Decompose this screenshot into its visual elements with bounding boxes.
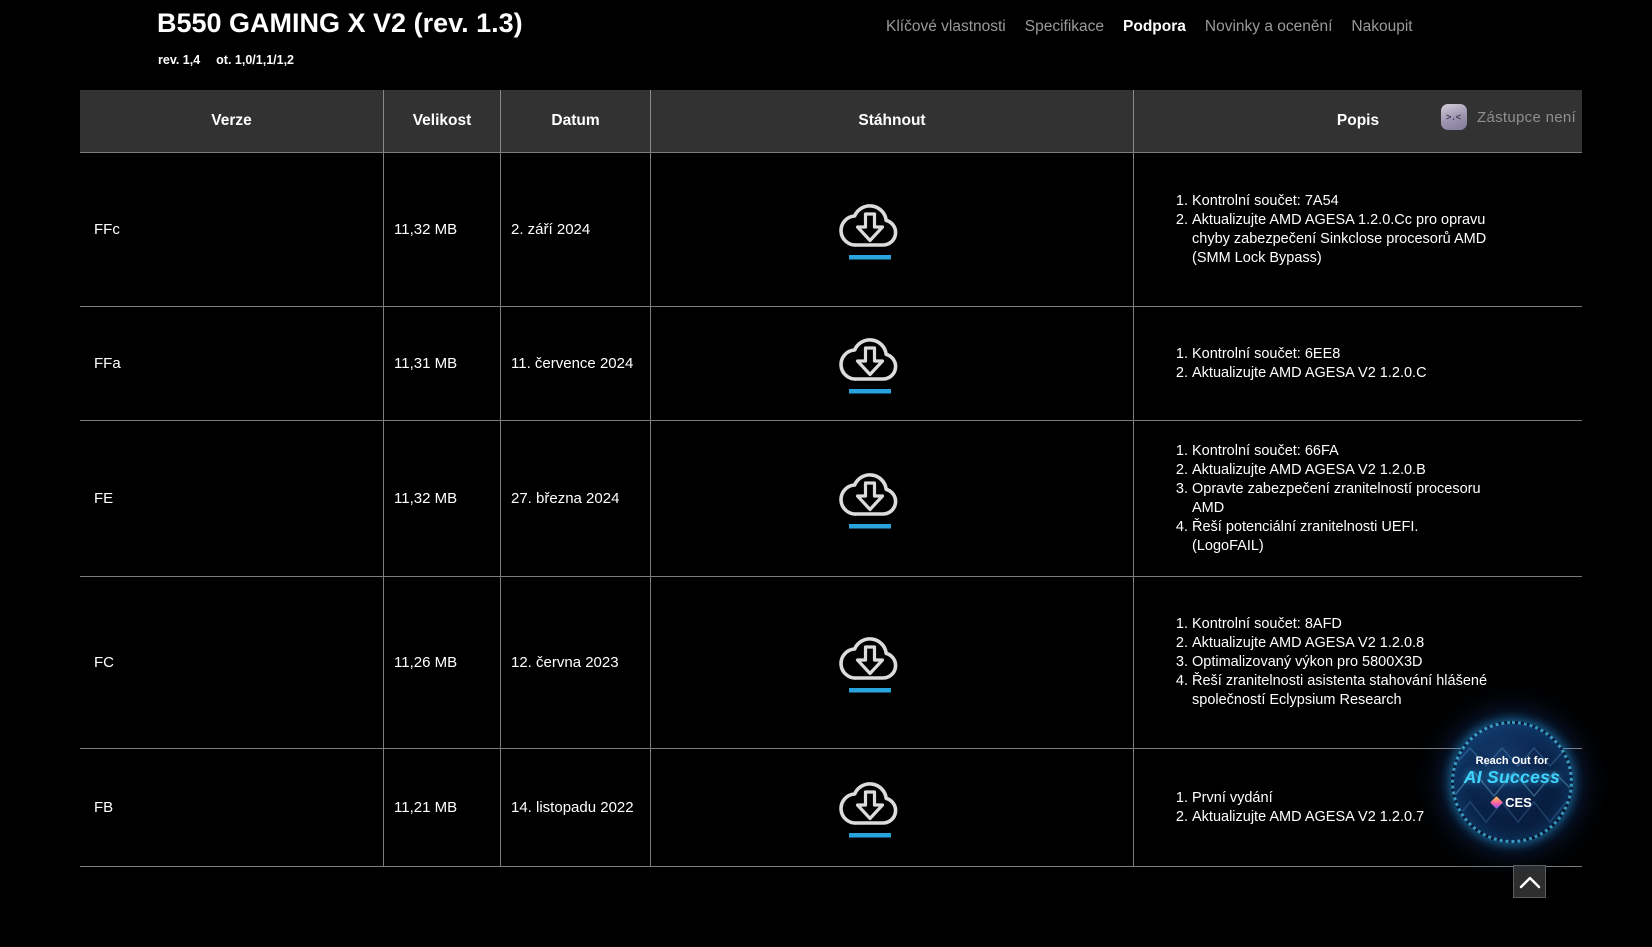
download-cell [650,421,1133,576]
other-revisions-label: ot. 1,0/1,1/1,2 [216,53,294,67]
note-item: 1. Kontrolní součet: 66FA [1192,442,1494,461]
download-button[interactable] [835,198,905,262]
header-cell-popis: Popis [1133,90,1582,152]
download-button[interactable] [835,467,905,531]
note-item: 2. Aktualizujte AMD AGESA 1.2.0.Cc pro opravu chyby zabezpečení Sinkclose procesorů AMD (SMM Lock Bypass) [1192,211,1494,268]
cloud-download-icon [835,631,905,695]
version-cell: FC [94,654,114,671]
note-item: 4. Řeší zranitelnosti asistenta stahování hlášené společností Eclypsium Research [1192,672,1494,710]
note-item: 4. Řeší potenciální zranitelnosti UEFI. (LogoFAIL) [1192,518,1494,556]
cloud-download-icon [835,776,905,840]
revision-line [158,53,294,67]
ces-label: CES [1505,794,1532,810]
notes-cell [1133,153,1582,306]
date-cell: 2. září 2024 [500,153,650,306]
download-cell [650,153,1133,306]
size-cell: 11,26 MB [383,577,500,748]
bios-row [80,748,1582,866]
notes-cell [1133,421,1582,576]
bios-row [80,420,1582,576]
version-cell: FFa [94,355,121,372]
ces-diamond-icon [1490,796,1503,809]
date-cell: 27. března 2024 [500,421,650,576]
bios-row [80,576,1582,748]
main-nav [886,12,1413,42]
notes-list [1134,333,1582,395]
bios-row [80,306,1582,420]
note-item: 1. Kontrolní součet: 8AFD [1192,615,1494,634]
chat-status-label: Zástupce není [1477,108,1576,126]
note-item: 1. První vydání [1192,789,1494,808]
version-cell: FE [94,490,114,507]
nav-item-klicove-vlastnosti[interactable]: Klíčové vlastnosti [886,18,1006,35]
badge-line2: AI Success [1463,766,1561,787]
nav-item-podpora[interactable]: Podpora [1123,18,1186,35]
download-button[interactable] [835,631,905,695]
date-cell: 11. července 2024 [500,307,650,420]
note-item: 2. Aktualizujte AMD AGESA V2 1.2.0.7 [1192,808,1494,827]
date-cell: 12. června 2023 [500,577,650,748]
nav-item-novinky-a-oceneni[interactable]: Novinky a ocenění [1204,18,1333,35]
revision-label: rev. 1,4 [158,53,201,67]
size-cell: 11,31 MB [383,307,500,420]
download-cell [650,307,1133,420]
date-cell: 14. listopadu 2022 [500,749,650,866]
ai-success-badge[interactable] [1451,721,1573,843]
download-cell [650,577,1133,748]
badge-line1: Reach Out for [1475,754,1549,767]
chat-widget[interactable] [1441,104,1576,130]
note-item: 3. Opravte zabezpečení zranitelností procesoru AMD [1192,480,1494,518]
chat-agent-offline-icon: >.< [1441,104,1467,130]
note-item: 2. Aktualizujte AMD AGESA V2 1.2.0.B [1192,461,1494,480]
size-cell: 11,32 MB [383,421,500,576]
bios-row [80,152,1582,306]
note-item: 1. Kontrolní součet: 6EE8 [1192,345,1494,364]
badge-ces-row [1492,795,1532,810]
header-cell-datum: Datum [500,90,650,152]
bios-download-table [80,90,1582,867]
chevron-up-icon [1519,875,1541,889]
notes-list [1134,430,1582,568]
cloud-download-icon [835,198,905,262]
size-cell: 11,32 MB [383,153,500,306]
header-cell-stahnout: Stáhnout [650,90,1133,152]
download-button[interactable] [835,332,905,396]
nav-item-nakoupit[interactable]: Nakoupit [1351,18,1413,35]
scroll-top-button[interactable] [1513,865,1546,898]
download-button[interactable] [835,776,905,840]
note-item: 2. Aktualizujte AMD AGESA V2 1.2.0.8 [1192,634,1494,653]
notes-cell [1133,307,1582,420]
table-header-row [80,90,1582,152]
header-cell-velikost: Velikost [383,90,500,152]
page-title: B550 GAMING X V2 (rev. 1.3) [157,8,523,38]
size-cell: 11,21 MB [383,749,500,866]
version-cell: FFc [94,221,120,238]
notes-list [1134,603,1582,722]
nav-item-specifikace[interactable]: Specifikace [1024,18,1105,35]
cloud-download-icon [835,332,905,396]
note-item: 1. Kontrolní součet: 7A54 [1192,192,1494,211]
note-item: 2. Aktualizujte AMD AGESA V2 1.2.0.C [1192,364,1494,383]
notes-list [1134,180,1582,280]
version-cell: FB [94,799,114,816]
note-item: 3. Optimalizovaný výkon pro 5800X3D [1192,653,1494,672]
cloud-download-icon [835,467,905,531]
download-cell [650,749,1133,866]
header-cell-verze: Verze [211,112,252,129]
